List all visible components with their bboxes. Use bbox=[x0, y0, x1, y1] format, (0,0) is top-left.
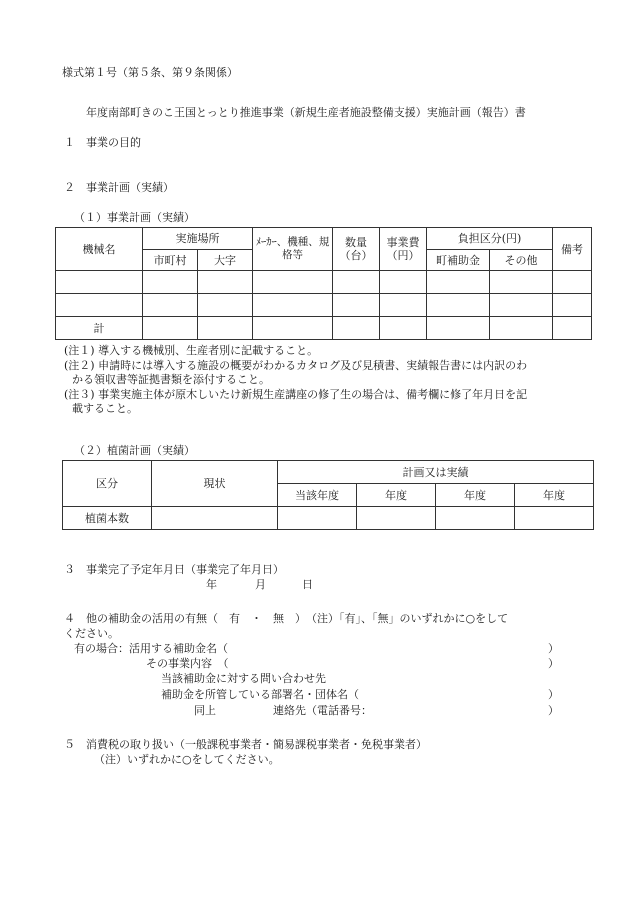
completion-year: 年 bbox=[206, 578, 217, 591]
header-plan: 計画又は実績 bbox=[278, 461, 594, 484]
note-3: (注３) 事業実施主体が原木しいたけ新規生産講座の修了生の場合は、備考欄に修了年月日を記 bbox=[64, 388, 528, 401]
header-other: その他 bbox=[490, 250, 553, 271]
header-location: 実施場所 bbox=[143, 228, 253, 250]
plan-table-heading: （１）事業計画（実績） bbox=[74, 211, 195, 224]
note-2: (注２) 申請時には導入する施設の概要がわかるカタログ及び見積書、実績報告書には内訳のわ bbox=[64, 359, 528, 372]
document-title: 年度南部町きのこ王国とっとり推進事業（新規生産者施設整備支援）実施計画（報告）書 bbox=[86, 106, 526, 119]
section4-line1: ４ 他の補助金の活用の有無（ 有 ・ 無 ） （注）「有」、「無」のいずれかに○をして bbox=[64, 612, 509, 625]
table-row bbox=[63, 507, 594, 530]
phone-label: 連絡先（電話番号： bbox=[273, 704, 372, 717]
completion-month: 月 bbox=[255, 578, 266, 591]
note-2-cont: かる領収書等証拠書類を添付すること。 bbox=[72, 373, 270, 386]
section3-heading: ３ 事業完了予定年月日（事業完了年月日） bbox=[64, 563, 284, 576]
close-paren-3: ） bbox=[548, 688, 559, 701]
project-content-label: その事業内容 （ bbox=[146, 657, 229, 670]
header-town-subsidy: 町補助金 bbox=[427, 250, 490, 271]
header-quantity: 数量（台） bbox=[333, 228, 380, 271]
close-paren-1: ） bbox=[548, 642, 559, 655]
header-year-2: 年度 bbox=[436, 484, 515, 507]
close-paren-4: ） bbox=[548, 704, 559, 717]
header-this-year: 当該年度 bbox=[278, 484, 357, 507]
header-remarks: 備考 bbox=[553, 228, 592, 271]
table-row-total bbox=[56, 317, 592, 340]
form-number: 様式第１号（第５条、第９条関係） bbox=[62, 66, 238, 79]
header-oaza: 大字 bbox=[198, 250, 253, 271]
header-category: 区分 bbox=[63, 461, 152, 507]
inquiry-contact-label: 当該補助金に対する問い合わせ先 bbox=[161, 672, 326, 685]
table-row bbox=[56, 294, 592, 317]
ditto-label: 同上 bbox=[194, 704, 216, 717]
section5-heading: ５ 消費税の取り扱い（一般課税事業者・簡易課税事業者・免税事業者） bbox=[64, 738, 427, 751]
header-maker: ﾒｰｶｰ、機種、規格等 bbox=[253, 228, 333, 271]
header-year-3: 年度 bbox=[515, 484, 594, 507]
note-1: (注１) 導入する機械別、生産者別に記載すること。 bbox=[64, 344, 319, 357]
note-3-cont: 載すること。 bbox=[72, 402, 138, 415]
inoculation-table bbox=[62, 460, 594, 530]
header-cost: 事業費（円） bbox=[380, 228, 427, 271]
section4-line2: ください。 bbox=[64, 627, 119, 640]
business-plan-table bbox=[55, 227, 592, 340]
header-year-1: 年度 bbox=[357, 484, 436, 507]
section5-note: （注）いずれかに○をしてください。 bbox=[94, 753, 280, 766]
section2-heading: ２ 事業計画（実績） bbox=[64, 181, 174, 194]
close-paren-2: ） bbox=[548, 657, 559, 670]
header-city: 市町村 bbox=[143, 250, 198, 271]
subsidy-name-label: 有の場合：活用する補助金名（ bbox=[74, 642, 228, 655]
header-machine-name: 機械名 bbox=[56, 228, 143, 271]
table-row bbox=[56, 271, 592, 294]
row-label-inoculation-count: 植菌本数 bbox=[63, 507, 152, 530]
department-label: 補助金を所管している部署名・団体名（ bbox=[161, 688, 359, 701]
section1-heading: １ 事業の目的 bbox=[64, 136, 141, 149]
header-current: 現状 bbox=[152, 461, 278, 507]
completion-day: 日 bbox=[302, 578, 313, 591]
inoculation-heading: （２）植菌計画（実績） bbox=[74, 444, 195, 457]
total-label: 計 bbox=[56, 317, 143, 340]
header-burden: 負担区分(円) bbox=[427, 228, 553, 250]
